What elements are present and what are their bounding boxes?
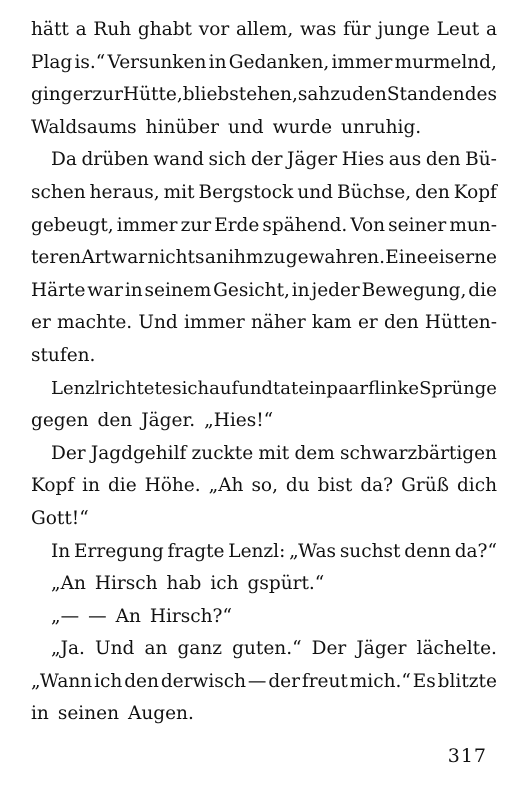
word: unruhig. <box>341 116 422 138</box>
word: flinke <box>368 377 420 399</box>
word: wurde <box>272 116 333 138</box>
word: Bewegung, <box>361 279 467 301</box>
word: lächelte. <box>416 638 497 660</box>
word: und <box>227 116 264 138</box>
word: heraus, <box>89 181 160 203</box>
text-line <box>31 144 497 177</box>
word: murmelnd, <box>394 51 497 73</box>
word: stehen, <box>229 84 298 106</box>
word: Augen. <box>127 703 194 725</box>
word: dem <box>294 442 335 464</box>
word: fragte <box>167 540 225 562</box>
word: Standen <box>386 84 465 106</box>
word: Grüß <box>401 475 449 497</box>
word: der <box>250 149 283 171</box>
word: mich.“ <box>349 670 411 692</box>
word: — <box>247 670 267 692</box>
word: schen <box>31 181 86 203</box>
word: an <box>144 638 168 660</box>
word: — <box>88 605 107 627</box>
text-line <box>31 601 497 634</box>
word: Art <box>81 247 112 269</box>
word: war <box>87 279 123 301</box>
word: dich <box>456 475 497 497</box>
word: ich <box>94 670 123 692</box>
word: mit <box>163 181 195 203</box>
text-line <box>31 242 497 275</box>
word: eiserne <box>427 247 497 269</box>
word: immer <box>116 214 178 236</box>
word: den <box>383 312 419 334</box>
word: machte. <box>57 312 133 334</box>
word: kam <box>311 312 352 334</box>
word: den <box>97 410 133 432</box>
text-line <box>31 536 497 569</box>
word: zur <box>92 84 123 106</box>
word: is.“ <box>74 51 106 73</box>
text-line <box>31 14 497 47</box>
word: Und <box>138 312 178 334</box>
word: Gedanken, <box>228 51 330 73</box>
word: Härte <box>31 279 86 301</box>
word: du <box>285 475 310 497</box>
text-line <box>31 112 497 145</box>
word: Waldsaums <box>31 116 137 138</box>
text-line <box>31 438 497 471</box>
word: da? <box>360 475 394 497</box>
word: in <box>82 475 100 497</box>
word: und <box>297 181 334 203</box>
word: Hirsch <box>94 573 158 595</box>
word: den <box>415 181 450 203</box>
word: „Wann <box>31 670 93 692</box>
word: derwisch <box>160 670 246 692</box>
word: Jagdgehilf <box>90 442 187 464</box>
word: in <box>124 279 143 301</box>
word: Hies <box>341 149 385 171</box>
word: a <box>485 19 497 40</box>
word: in <box>208 51 227 73</box>
word: gebeugt, <box>31 214 114 236</box>
word: zur <box>180 214 212 236</box>
word: jeder <box>311 279 360 301</box>
word: Bü- <box>465 149 497 171</box>
word: An <box>115 605 141 627</box>
word: seinem <box>144 279 212 301</box>
word: vor <box>198 19 230 40</box>
text-line <box>31 210 497 243</box>
word: a <box>75 19 87 40</box>
text-line <box>31 633 497 666</box>
word: seiner <box>388 214 447 236</box>
word: Ruh <box>93 19 132 40</box>
word: hab <box>166 573 202 595</box>
word: Lenzl: <box>228 540 286 562</box>
word: er <box>72 84 93 106</box>
word: hätt <box>31 19 69 40</box>
word: ein <box>298 377 327 399</box>
word: sah <box>297 84 331 106</box>
word: zu <box>263 247 286 269</box>
word: Plag <box>31 51 73 73</box>
text-line <box>31 275 497 308</box>
word: den <box>124 670 159 692</box>
word: zu <box>330 84 353 106</box>
word: Kopf <box>31 475 75 497</box>
word: Eine <box>385 247 428 269</box>
word: die <box>468 279 497 301</box>
word: junge <box>377 19 430 40</box>
word: „An <box>51 573 86 595</box>
word: blitzte <box>437 670 497 692</box>
word: Versunken <box>107 51 207 73</box>
text-line <box>31 503 497 536</box>
word: Leut <box>436 19 480 40</box>
word: Hütten- <box>424 312 497 334</box>
word: näher <box>251 312 306 334</box>
word: sich <box>208 149 247 171</box>
word: aus <box>388 149 422 171</box>
word: blieb <box>182 84 230 106</box>
word: Jäger <box>356 638 407 660</box>
word: des <box>464 84 497 106</box>
word: den <box>425 149 461 171</box>
word: suchst <box>339 540 401 562</box>
word: Und <box>95 638 135 660</box>
word: mun- <box>449 214 497 236</box>
text-line <box>31 340 497 373</box>
text-line <box>31 307 497 340</box>
word: Hütte, <box>122 84 183 106</box>
text-line <box>31 79 497 112</box>
word: schwarzbärtigen <box>339 442 497 464</box>
word: gegen <box>31 410 89 432</box>
word: „Ah <box>208 475 244 497</box>
word: In <box>51 540 71 562</box>
text-line <box>31 373 497 406</box>
word: gewahren. <box>285 247 385 269</box>
word: ganz <box>177 638 223 660</box>
word: Hirsch?“ <box>149 605 232 627</box>
word: Es <box>412 670 436 692</box>
word: Erde <box>214 214 260 236</box>
word: immer <box>183 312 245 334</box>
word: den <box>352 84 387 106</box>
word: „Hies!“ <box>204 410 274 432</box>
text-line <box>31 568 497 601</box>
word: gspürt.“ <box>247 573 325 595</box>
text-line <box>31 47 497 80</box>
word: Gott!“ <box>31 507 89 529</box>
word: sich <box>172 377 210 399</box>
word: stufen. <box>31 344 96 366</box>
word: Jäger <box>287 149 338 171</box>
word: er <box>31 312 51 334</box>
text-line <box>31 666 497 699</box>
text-line <box>31 177 497 210</box>
word: richtete <box>100 377 173 399</box>
word: nichts <box>147 247 205 269</box>
word: guten.“ <box>232 638 302 660</box>
word: Da <box>51 149 77 171</box>
word: bist <box>317 475 353 497</box>
word: Gesicht, <box>213 279 290 301</box>
word: was <box>299 19 337 40</box>
word: Büchse, <box>336 181 412 203</box>
word: für <box>343 19 371 40</box>
word: „Was <box>289 540 336 562</box>
text-line <box>31 470 497 503</box>
word: allem, <box>235 19 294 40</box>
word: immer <box>331 51 393 73</box>
word: ich <box>210 573 239 595</box>
word: „Ja. <box>51 638 85 660</box>
word: freut <box>301 670 348 692</box>
word: denn <box>404 540 451 562</box>
word: hinüber <box>145 116 219 138</box>
word: Sprünge <box>419 377 497 399</box>
text-line <box>31 405 497 438</box>
word: auf <box>209 377 239 399</box>
word: in <box>291 279 310 301</box>
word: Lenzl <box>51 377 101 399</box>
word: ihm <box>228 247 264 269</box>
word: tat <box>273 377 299 399</box>
word: „— <box>51 605 80 627</box>
word: drüben <box>81 149 149 171</box>
text-line <box>31 698 497 731</box>
word: Bergstock <box>198 181 294 203</box>
word: seinen <box>57 703 119 725</box>
word: Jäger. <box>141 410 196 432</box>
page-number: 317 <box>447 745 487 767</box>
word: er <box>357 312 378 334</box>
word: Von <box>350 214 386 236</box>
word: paar <box>326 377 369 399</box>
word: mit <box>258 442 290 464</box>
word: ging <box>31 84 73 106</box>
word: der <box>268 670 300 692</box>
word: an <box>204 247 228 269</box>
word: wand <box>153 149 204 171</box>
word: Kopf <box>453 181 497 203</box>
word: Der <box>51 442 86 464</box>
word: und <box>238 377 273 399</box>
word: Der <box>311 638 347 660</box>
word: Erregung <box>74 540 164 562</box>
word: da?“ <box>454 540 497 562</box>
body-text <box>31 14 497 731</box>
word: die <box>107 475 137 497</box>
word: Höhe. <box>144 475 201 497</box>
word: war <box>111 247 148 269</box>
word: zuckte <box>191 442 254 464</box>
word: in <box>31 703 49 725</box>
word: teren <box>31 247 82 269</box>
word: so, <box>251 475 278 497</box>
word: ghabt <box>137 19 192 40</box>
word: spähend. <box>262 214 348 236</box>
